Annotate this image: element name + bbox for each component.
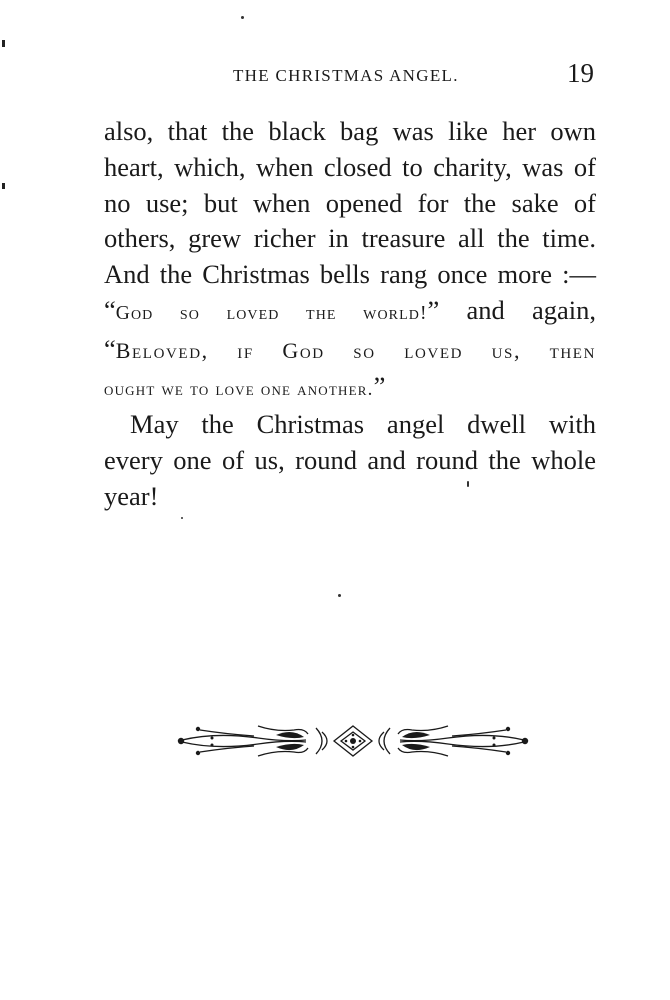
quote-line [104,293,596,332]
open-quote: “ [104,294,116,325]
small-caps-quote: ought we to love one another. [104,378,374,400]
open-quote: “ [104,333,116,364]
page-number: 19 [567,58,594,88]
page-header [100,58,598,98]
text-line: year! [104,480,159,511]
quote-line [104,332,596,369]
small-caps-quote: God so loved the world! [115,302,428,324]
body-text [104,114,596,515]
text-line: May the Christmas angel dwell with [130,409,596,440]
small-caps-quote: Beloved, if God so loved us, then [115,337,596,363]
text-line: no use; but when opened for the sake of [104,187,596,218]
text-line: And the Christmas bells rang once more :— [104,259,596,290]
text-line: every one of us, round and round the whole [104,445,596,476]
decorative-tailpiece-ornament-icon [176,718,530,766]
text-line: others, grew richer in treasure all the time. [104,223,596,254]
close-quote: ” [373,370,386,401]
stray-dot [467,481,469,487]
margin-mark [2,40,5,47]
stray-dot [241,16,244,19]
quote-line [104,369,596,408]
stray-dot [181,517,183,519]
text-line: heart, which, when closed to charity, was of [104,151,596,182]
text-line: also, that the black bag was like her own [104,116,596,146]
close-quote: ” and again, [427,294,596,325]
stray-dot [338,594,341,597]
running-title: THE CHRISTMAS ANGEL. [233,66,459,85]
margin-mark [2,183,5,189]
